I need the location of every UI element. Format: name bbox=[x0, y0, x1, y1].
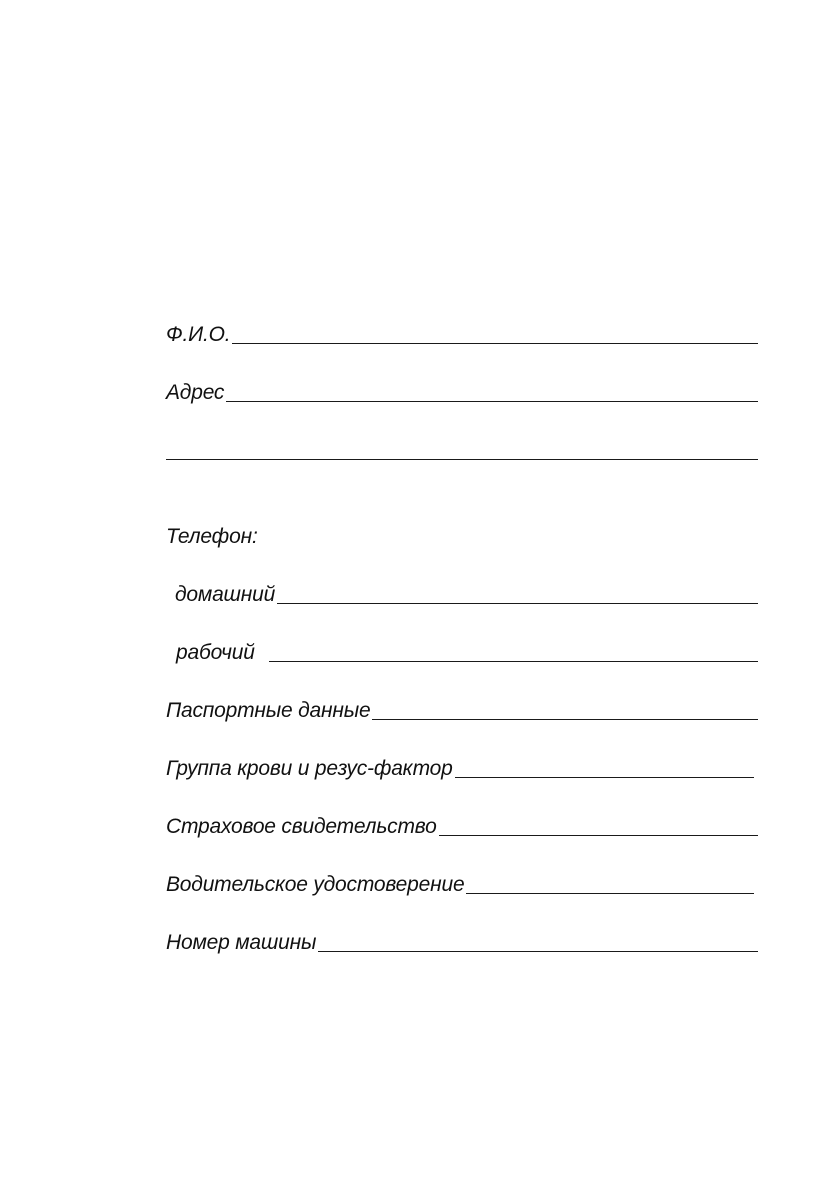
passport-row bbox=[166, 694, 758, 724]
address-row bbox=[166, 376, 758, 406]
car-label: Номер машины bbox=[166, 931, 317, 954]
blood-field[interactable] bbox=[455, 777, 754, 778]
insurance-label: Страховое свидетельство bbox=[166, 815, 437, 838]
phone-heading-row bbox=[166, 520, 758, 550]
work-phone-label: рабочий bbox=[176, 641, 255, 664]
fio-row bbox=[166, 318, 758, 348]
phone-heading: Телефон: bbox=[166, 525, 258, 548]
blood-label: Группа крови и резус-фактор bbox=[166, 757, 453, 780]
passport-label: Паспортные данные bbox=[166, 699, 371, 722]
blood-row bbox=[166, 752, 754, 782]
insurance-field[interactable] bbox=[439, 835, 758, 836]
address-field-2[interactable] bbox=[166, 459, 758, 460]
home-phone-row bbox=[166, 578, 758, 608]
address-label: Адрес bbox=[166, 381, 225, 404]
fio-label: Ф.И.О. bbox=[166, 323, 231, 346]
fio-field[interactable] bbox=[232, 343, 758, 344]
car-field[interactable] bbox=[318, 951, 758, 952]
home-phone-field[interactable] bbox=[277, 603, 758, 604]
license-field[interactable] bbox=[466, 893, 754, 894]
home-phone-label: домашний bbox=[175, 583, 276, 606]
car-row bbox=[166, 926, 758, 956]
work-phone-field[interactable] bbox=[269, 661, 758, 662]
work-phone-row bbox=[166, 636, 758, 666]
address-field[interactable] bbox=[226, 401, 758, 402]
insurance-row bbox=[166, 810, 758, 840]
passport-field[interactable] bbox=[372, 719, 758, 720]
license-row bbox=[166, 868, 754, 898]
address-row-2 bbox=[166, 434, 758, 464]
license-label: Водительское удостоверение bbox=[166, 873, 465, 896]
